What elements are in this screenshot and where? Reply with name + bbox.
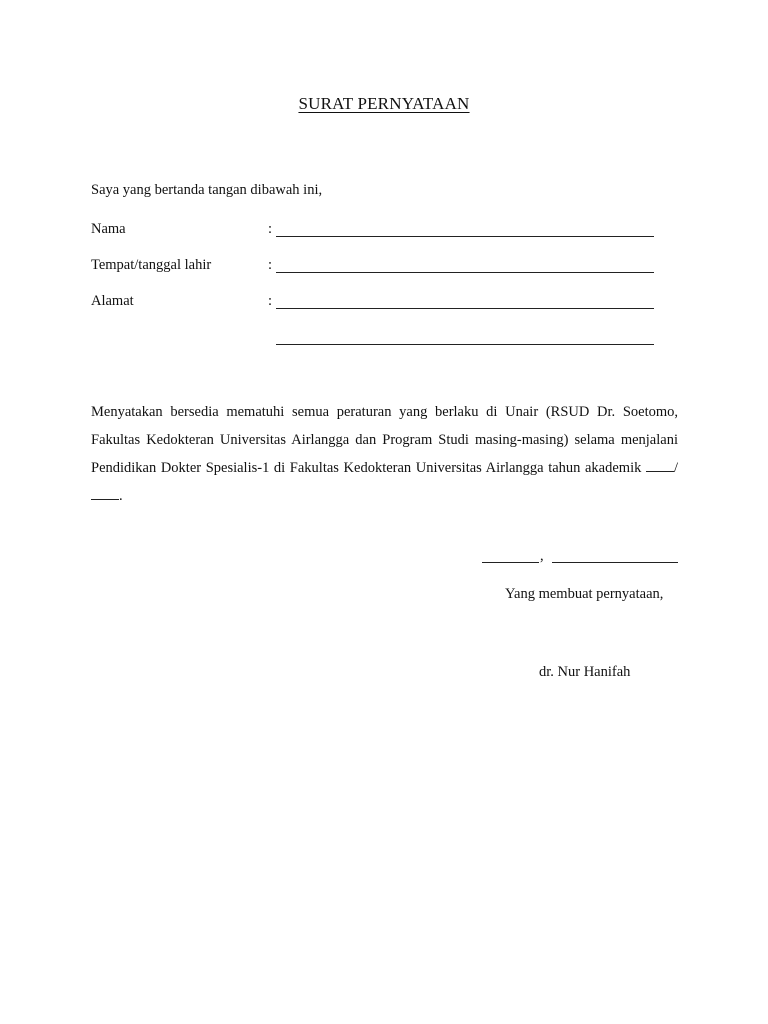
year-separator: / (673, 460, 679, 476)
field-row-nama (91, 221, 661, 241)
place-date-comma: , (540, 548, 544, 564)
intro-text: Saya yang bertanda tangan dibawah ini, (91, 182, 323, 198)
place-date-line (482, 548, 678, 568)
blank-date (552, 562, 678, 563)
blank-place (482, 562, 539, 563)
field-colon: : (268, 293, 273, 309)
statement-paragraph (91, 398, 678, 510)
field-line-alamat (276, 308, 654, 309)
field-colon: : (268, 257, 273, 273)
blank-year-start (646, 459, 674, 472)
field-label-nama: Nama (91, 221, 126, 237)
closing-text: Yang membuat pernyataan, (505, 586, 664, 602)
field-line-nama (276, 236, 654, 237)
field-label-tempat-tanggal-lahir: Tempat/tanggal lahir (91, 257, 212, 273)
field-label-alamat: Alamat (91, 293, 134, 309)
field-line-alamat-continued (276, 344, 654, 345)
page-title: SURAT PERNYATAAN (298, 94, 470, 113)
statement-end: . (119, 488, 123, 504)
field-row-alamat-continued (91, 329, 661, 349)
field-line-tempat-tanggal-lahir (276, 272, 654, 273)
statement-text: Menyatakan bersedia mematuhi semua peraturan yang berlaku di Unair (RSUD Dr. Soetomo, Fakultas Kedokteran Universitas Airlangga dan Program Studi masing-masing) selama menjalani Pendidikan Dokter Spesialis-1 di Fakultas Kedokteran Universitas Airlangga tahun akademik (91, 404, 678, 476)
field-colon: : (268, 221, 273, 237)
field-row-alamat (91, 293, 661, 313)
field-row-tempat-tanggal-lahir (91, 257, 661, 277)
signer-name: dr. Nur Hanifah (539, 664, 631, 680)
blank-year-end (91, 487, 119, 500)
